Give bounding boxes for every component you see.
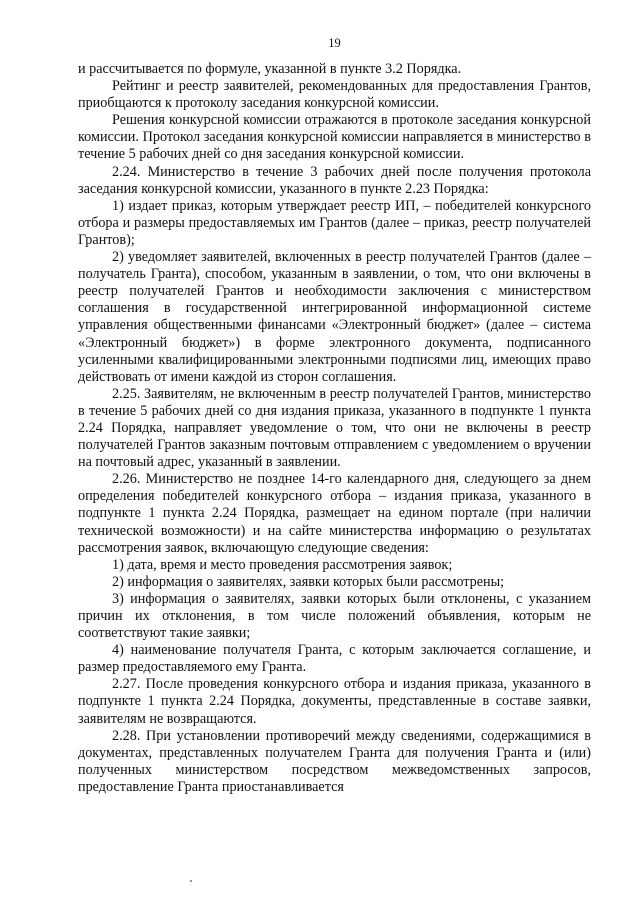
paragraph: 2.28. При установлении противоречий между сведениями, содержащимися в документах, представленных получателем Гранта для получения Гранта и (или) полученных министерством посредством межведомственных запросов, предоставление Гранта приостанавливается — [78, 727, 591, 795]
paragraph: и рассчитывается по формуле, указанной в пункте 3.2 Порядка. — [78, 61, 462, 77]
body-text — [78, 61, 591, 796]
paragraph: 1) издает приказ, которым утверждает реестр ИП, – победителей конкурсного отбора и размеры предоставляемых им Грантов (далее – приказ, реестр получателей Грантов); — [78, 197, 591, 248]
paragraph: 4) наименование получателя Гранта, с которым заключается соглашение, и размер предоставляемого ему Гранта. — [78, 642, 591, 676]
scan-speck — [190, 880, 192, 882]
paragraph: 2.24. Министерство в течение 3 рабочих дней после получения протокола заседания конкурсной комиссии, указанного в пункте 2.23 Порядка: — [78, 163, 591, 197]
paragraph: 2.25. Заявителям, не включенным в реестр получателей Грантов, министерство в течение 5 рабочих дней со дня издания приказа, указанного в подпункте 1 пункта 2.24 Порядка, направляет уведомление о том, что они не включены в реестр получателей Грантов заказным почтовым отправлением с уведомлением о вручении на почтовый адрес, указанный в заявлении. — [78, 385, 591, 471]
page-number: 19 — [328, 36, 341, 50]
paragraph: 2.26. Министерство не позднее 14-го календарного дня, следующего за днем определения победителей конкурсного отбора – издания приказа, указанного в подпункте 1 пункта 2.24 Порядка, размещает на едином портале (при наличии технической возможности) и на сайте министерства информацию о результатах рассмотрения заявок, включающую следующие сведения: — [78, 471, 591, 556]
paragraph: 2.27. После проведения конкурсного отбора и издания приказа, указанного в подпункте 1 пункта 2.24 Порядка, документы, представленные в составе заявки, заявителям не возвращаются. — [78, 676, 591, 727]
paragraph: Решения конкурсной комиссии отражаются в протоколе заседания конкурсной комиссии. Протокол заседания конкурсной комиссии направляется в министерство в течение 5 рабочих дней со дня заседания конкурсной комиссии. — [78, 112, 591, 163]
paragraph: 3) информация о заявителях, заявки которых были отклонены, с указанием причин их отклонения, в том числе положений объявления, которым не соответствуют такие заявки; — [78, 590, 591, 642]
paragraph: Рейтинг и реестр заявителей, рекомендованных для предоставления Грантов, приобщаются к протоколу заседания конкурсной комиссии. — [78, 78, 591, 112]
paragraph: 1) дата, время и место проведения рассмотрения заявок; — [112, 556, 453, 573]
paragraph: 2) информация о заявителях, заявки которых были рассмотрены; — [112, 573, 505, 590]
paragraph: 2) уведомляет заявителей, включенных в реестр получателей Грантов (далее – получатель Гранта), способом, указанным в заявлении, о том, что они включены в реестр получателей Грантов и необходимости заключения с министерством соглашения в государственной интегрированной информационной системе управления общественными финансами «Электронный бюджет» (далее – система «Электронный бюджет») в форме электронного документа, подписанного усиленными квалифицированными электронными подписями лиц, имеющих право действовать от имени каждой из сторон соглашения. — [78, 249, 591, 385]
